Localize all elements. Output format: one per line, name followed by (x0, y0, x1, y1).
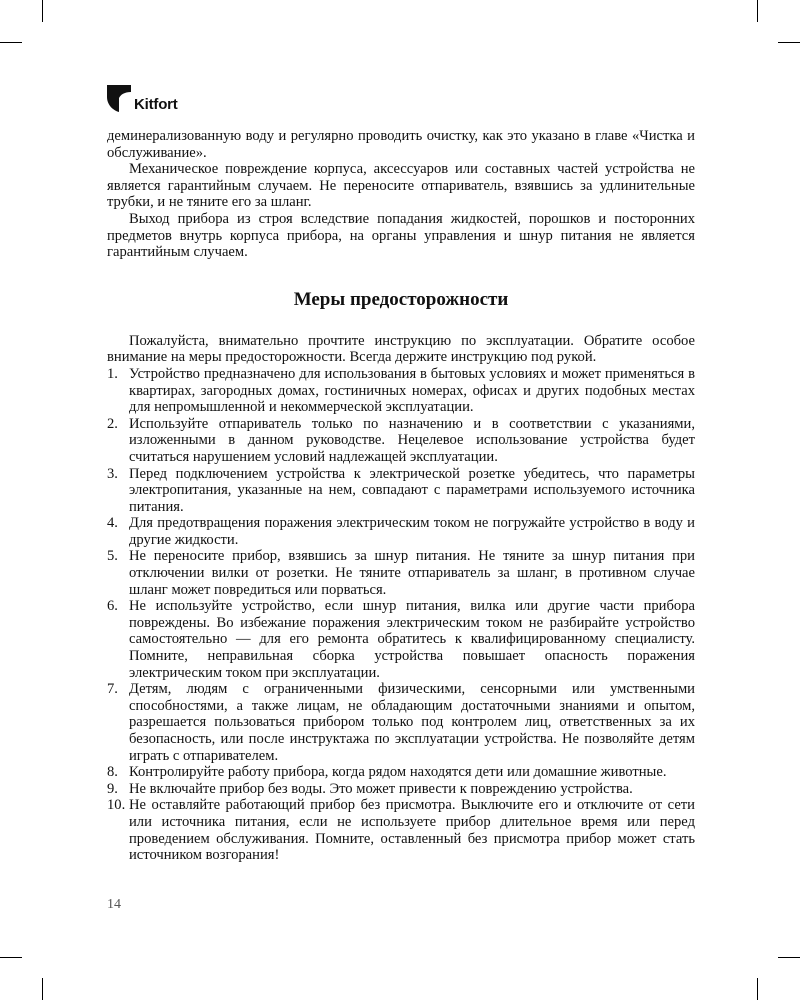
crop-mark-top-right (757, 0, 758, 22)
crop-mark-bottom-left-h (0, 957, 22, 958)
list-item (107, 515, 695, 548)
section-title: Меры предосторожности (293, 288, 509, 310)
list-item-number: 3. (107, 465, 118, 482)
crop-mark-top-left (42, 0, 43, 22)
page-content (107, 128, 695, 864)
list-item-number: 7. (107, 681, 118, 698)
list-item (107, 681, 695, 764)
list-item-number: 10. (107, 797, 126, 814)
list-item (107, 416, 695, 466)
list-item-text: Устройство предназначено для использования в бытовых условиях и может применяться в квартирах, загородных домах, гостиничных номерах, офисах и других подобных местах для непромышленной и некоммерческой эксплуатации. (129, 365, 695, 416)
list-item (107, 764, 695, 781)
crop-mark-top-right-h (778, 42, 800, 43)
brand-name: Kitfort (134, 96, 178, 113)
list-item-text: Детям, людям с ограниченными физическими, сенсорными или умственными способностями, а также лицам, не обладающим достаточными знаниями и опытом, разрешается пользоваться прибором только под контролем лиц, ответственных за их безопасность, или после инструктажа по эксплуатации устройства. Не позволяйте детям играть с отпаривателем. (129, 681, 695, 764)
list-item-text: Не оставляйте работающий прибор без присмотра. Выключите его и отключите от сети или источника питания, если не используете прибор длительное время или перед проведением обслуживания. Помните, оставленный без присмотра прибор может стать источником возгорания! (129, 797, 695, 864)
list-item (107, 781, 695, 798)
list-item-number: 1. (107, 365, 118, 382)
crop-mark-bottom-left (42, 978, 43, 1000)
brand-logo (107, 85, 178, 112)
list-item-number: 4. (107, 515, 118, 532)
list-item-number: 2. (107, 415, 118, 432)
page-number: 14 (107, 897, 121, 912)
intro-paragraph: Выход прибора из строя вследствие попадания жидкостей, порошков и посторонних предметов внутрь корпуса прибора, на органы управления и шнур питания не является гарантийным случаем. (107, 210, 695, 261)
list-item (107, 548, 695, 598)
list-item (107, 366, 695, 416)
list-item-number: 5. (107, 548, 118, 565)
section-lead: Пожалуйста, внимательно прочтите инструкцию по эксплуатации. Обратите особое внимание на меры предосторожности. Всегда держите инструкцию под рукой. (107, 332, 695, 366)
intro-paragraph: Механическое повреждение корпуса, аксессуаров или составных частей устройства не является гарантийным случаем. Не переносите отпариватель, взявшись за удлинительные трубки, и не тяните его за шланг. (107, 161, 695, 211)
list-item-text: Перед подключением устройства к электрической розетке убедитесь, что параметры электропитания, указанные на нем, совпадают с параметрами используемого источника питания. (129, 465, 695, 515)
list-item (107, 598, 695, 681)
list-item-text: Не включайте прибор без воды. Это может привести к повреждению устройства. (129, 780, 633, 797)
list-item-text: Контролируйте работу прибора, когда рядом находятся дети или домашние животные. (129, 764, 667, 781)
crop-mark-bottom-right-h (778, 957, 800, 958)
list-item (107, 797, 695, 863)
list-item-number: 9. (107, 780, 118, 797)
list-item-text: Используйте отпариватель только по назначению и в соответствии с указаниями, изложенными в данном руководстве. Нецелевое использование устройства будет считаться нарушением условий надлежащей эксплуатации. (129, 415, 695, 465)
kitfort-logo-icon (107, 85, 131, 112)
precautions-list (107, 366, 695, 864)
intro-paragraph: деминерализованную воду и регулярно проводить очистку, как это указано в главе «Чистка и обслуживание». (107, 128, 695, 161)
list-item-text: Для предотвращения поражения электрическим током не погружайте устройство в воду и другие жидкости. (129, 515, 695, 548)
crop-mark-top-left-h (0, 42, 22, 43)
list-item-text: Не переносите прибор, взявшись за шнур питания. Не тяните за шнур питания при отключении вилки от розетки. Не тяните отпариватель за шланг, в противном случае шланг может повредиться или порваться. (129, 548, 695, 598)
list-item-text: Не используйте устройство, если шнур питания, вилка или другие части прибора повреждены. Во избежание поражения электрическим током не разбирайте устройство самостоятельно — для его ремонта обратитесь к квалифицированному специалисту. Помните, неправильная сборка устройства повышает опасность поражения электрическим током при эксплуатации. (129, 598, 695, 681)
list-item (107, 466, 695, 516)
list-item-number: 8. (107, 764, 118, 781)
list-item-number: 6. (107, 598, 118, 615)
crop-mark-bottom-right (757, 978, 758, 1000)
